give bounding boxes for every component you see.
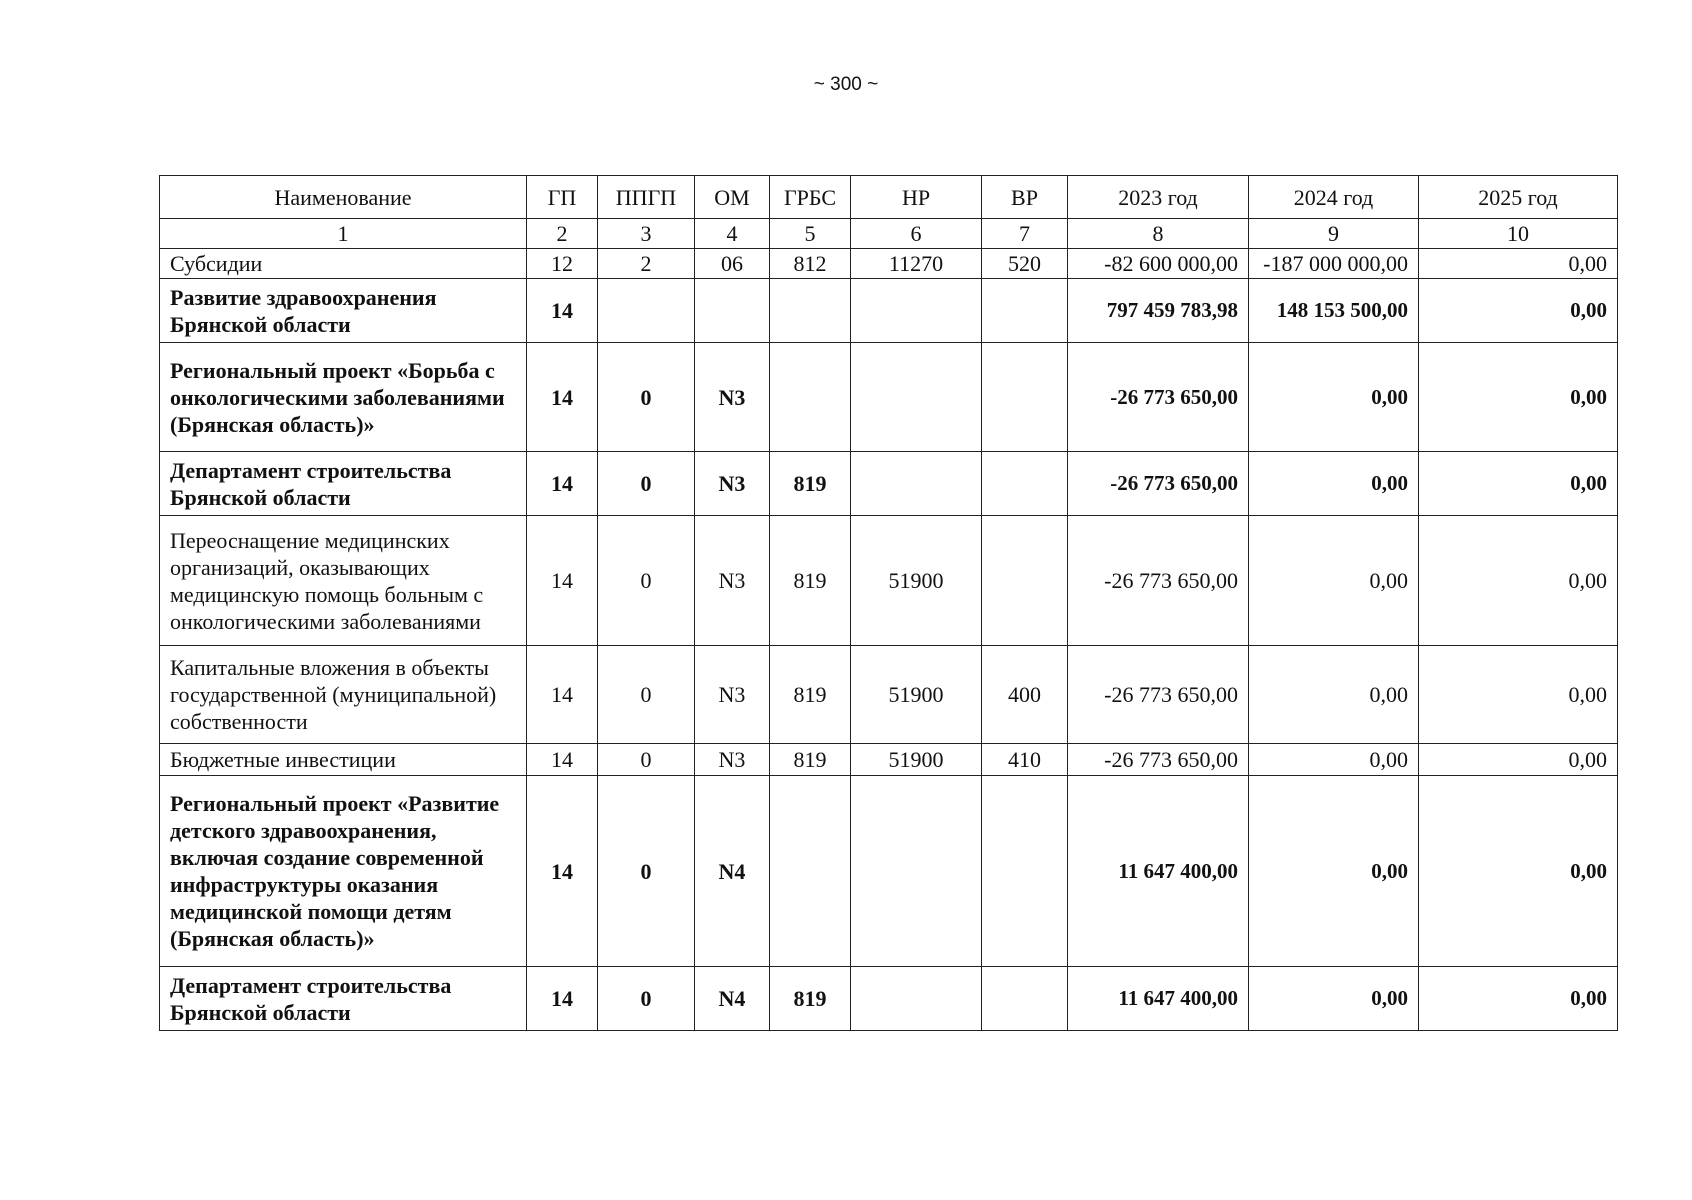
- grbs-cell: 812: [770, 249, 851, 279]
- gp-cell: 14: [527, 967, 598, 1031]
- nr-cell: 51900: [851, 646, 982, 744]
- gp-cell: 14: [527, 279, 598, 343]
- amount-2024-cell: -187 000 000,00: [1249, 249, 1419, 279]
- page-number: ~ 300 ~: [813, 74, 879, 95]
- name-cell: Региональный проект «Развитие детского здравоохранения, включая создание современной инфраструктуры оказания медицинской помощи детям (Брянская область)»: [160, 776, 527, 967]
- nr-cell: [851, 343, 982, 452]
- name-cell: Капитальные вложения в объекты государственной (муниципальной) собственности: [160, 646, 527, 744]
- amount-2023-cell: -26 773 650,00: [1068, 343, 1249, 452]
- om-cell: N3: [695, 516, 770, 646]
- nr-cell: [851, 279, 982, 343]
- ppgp-cell: 0: [598, 967, 695, 1031]
- name-cell: Субсидии: [160, 249, 527, 279]
- name-cell: Переоснащение медицинских организаций, оказывающих медицинскую помощь больным с онкологическими заболеваниями: [160, 516, 527, 646]
- amount-2024-cell: 0,00: [1249, 452, 1419, 516]
- om-cell: N4: [695, 967, 770, 1031]
- name-cell: Развитие здравоохранения Брянской области: [160, 279, 527, 343]
- column-number: 1: [160, 219, 527, 249]
- header-cell: ППГП: [598, 176, 695, 219]
- amount-2024-cell: 0,00: [1249, 343, 1419, 452]
- ppgp-cell: 0: [598, 516, 695, 646]
- column-number: 9: [1249, 219, 1419, 249]
- vr-cell: [982, 967, 1068, 1031]
- amount-2023-cell: 11 647 400,00: [1068, 776, 1249, 967]
- grbs-cell: 819: [770, 744, 851, 776]
- header-cell: ГРБС: [770, 176, 851, 219]
- header-cell: ГП: [527, 176, 598, 219]
- header-cell: 2024 год: [1249, 176, 1419, 219]
- header-cell: 2025 год: [1419, 176, 1618, 219]
- nr-cell: 51900: [851, 516, 982, 646]
- amount-2025-cell: 0,00: [1419, 744, 1618, 776]
- table-row: [160, 249, 1618, 279]
- vr-cell: 520: [982, 249, 1068, 279]
- amount-2025-cell: 0,00: [1419, 343, 1618, 452]
- amount-2024-cell: 148 153 500,00: [1249, 279, 1419, 343]
- name-cell: Бюджетные инвестиции: [160, 744, 527, 776]
- column-number: 3: [598, 219, 695, 249]
- amount-2023-cell: 797 459 783,98: [1068, 279, 1249, 343]
- vr-cell: [982, 343, 1068, 452]
- grbs-cell: 819: [770, 452, 851, 516]
- vr-cell: [982, 279, 1068, 343]
- om-cell: N3: [695, 452, 770, 516]
- amount-2025-cell: 0,00: [1419, 516, 1618, 646]
- grbs-cell: 819: [770, 516, 851, 646]
- grbs-cell: [770, 776, 851, 967]
- table-body: [160, 219, 1618, 1031]
- table-header: [160, 176, 1618, 219]
- om-cell: 06: [695, 249, 770, 279]
- name-cell: Департамент строительства Брянской области: [160, 967, 527, 1031]
- column-number: 10: [1419, 219, 1618, 249]
- ppgp-cell: 0: [598, 452, 695, 516]
- ppgp-cell: 0: [598, 343, 695, 452]
- column-number: 2: [527, 219, 598, 249]
- table-row: [160, 776, 1618, 967]
- header-row: [160, 176, 1618, 219]
- amount-2023-cell: -26 773 650,00: [1068, 646, 1249, 744]
- om-cell: N3: [695, 744, 770, 776]
- nr-cell: 51900: [851, 744, 982, 776]
- om-cell: [695, 279, 770, 343]
- gp-cell: 14: [527, 343, 598, 452]
- amount-2024-cell: 0,00: [1249, 646, 1419, 744]
- ppgp-cell: 0: [598, 744, 695, 776]
- header-cell: 2023 год: [1068, 176, 1249, 219]
- name-cell: Региональный проект «Борьба с онкологическими заболеваниями (Брянская область)»: [160, 343, 527, 452]
- amount-2023-cell: -26 773 650,00: [1068, 744, 1249, 776]
- vr-cell: 410: [982, 744, 1068, 776]
- nr-cell: [851, 967, 982, 1031]
- table-row: [160, 279, 1618, 343]
- om-cell: N3: [695, 343, 770, 452]
- nr-cell: [851, 452, 982, 516]
- gp-cell: 14: [527, 452, 598, 516]
- header-cell: ВР: [982, 176, 1068, 219]
- table-row: [160, 744, 1618, 776]
- header-cell: Наименование: [160, 176, 527, 219]
- column-number: 5: [770, 219, 851, 249]
- grbs-cell: [770, 343, 851, 452]
- amount-2025-cell: 0,00: [1419, 967, 1618, 1031]
- amount-2025-cell: 0,00: [1419, 279, 1618, 343]
- amount-2023-cell: -26 773 650,00: [1068, 452, 1249, 516]
- table-row: [160, 343, 1618, 452]
- nr-cell: 11270: [851, 249, 982, 279]
- column-number: 4: [695, 219, 770, 249]
- nr-cell: [851, 776, 982, 967]
- header-cell: НР: [851, 176, 982, 219]
- amount-2023-cell: 11 647 400,00: [1068, 967, 1249, 1031]
- column-number: 7: [982, 219, 1068, 249]
- budget-table: [159, 175, 1618, 1031]
- header-cell: ОМ: [695, 176, 770, 219]
- gp-cell: 14: [527, 516, 598, 646]
- column-number-row: [160, 219, 1618, 249]
- amount-2025-cell: 0,00: [1419, 249, 1618, 279]
- amount-2024-cell: 0,00: [1249, 776, 1419, 967]
- vr-cell: [982, 452, 1068, 516]
- amount-2025-cell: 0,00: [1419, 776, 1618, 967]
- table-row: [160, 516, 1618, 646]
- om-cell: N4: [695, 776, 770, 967]
- grbs-cell: 819: [770, 967, 851, 1031]
- grbs-cell: 819: [770, 646, 851, 744]
- gp-cell: 14: [527, 646, 598, 744]
- om-cell: N3: [695, 646, 770, 744]
- name-cell: Департамент строительства Брянской области: [160, 452, 527, 516]
- amount-2023-cell: -26 773 650,00: [1068, 516, 1249, 646]
- grbs-cell: [770, 279, 851, 343]
- column-number: 6: [851, 219, 982, 249]
- amount-2025-cell: 0,00: [1419, 646, 1618, 744]
- gp-cell: 14: [527, 776, 598, 967]
- amount-2024-cell: 0,00: [1249, 744, 1419, 776]
- column-number: 8: [1068, 219, 1249, 249]
- amount-2024-cell: 0,00: [1249, 516, 1419, 646]
- amount-2023-cell: -82 600 000,00: [1068, 249, 1249, 279]
- vr-cell: [982, 776, 1068, 967]
- vr-cell: [982, 516, 1068, 646]
- table-row: [160, 967, 1618, 1031]
- table-row: [160, 452, 1618, 516]
- amount-2024-cell: 0,00: [1249, 967, 1419, 1031]
- ppgp-cell: 0: [598, 776, 695, 967]
- table-row: [160, 646, 1618, 744]
- gp-cell: 12: [527, 249, 598, 279]
- ppgp-cell: [598, 279, 695, 343]
- vr-cell: 400: [982, 646, 1068, 744]
- ppgp-cell: 2: [598, 249, 695, 279]
- amount-2025-cell: 0,00: [1419, 452, 1618, 516]
- gp-cell: 14: [527, 744, 598, 776]
- ppgp-cell: 0: [598, 646, 695, 744]
